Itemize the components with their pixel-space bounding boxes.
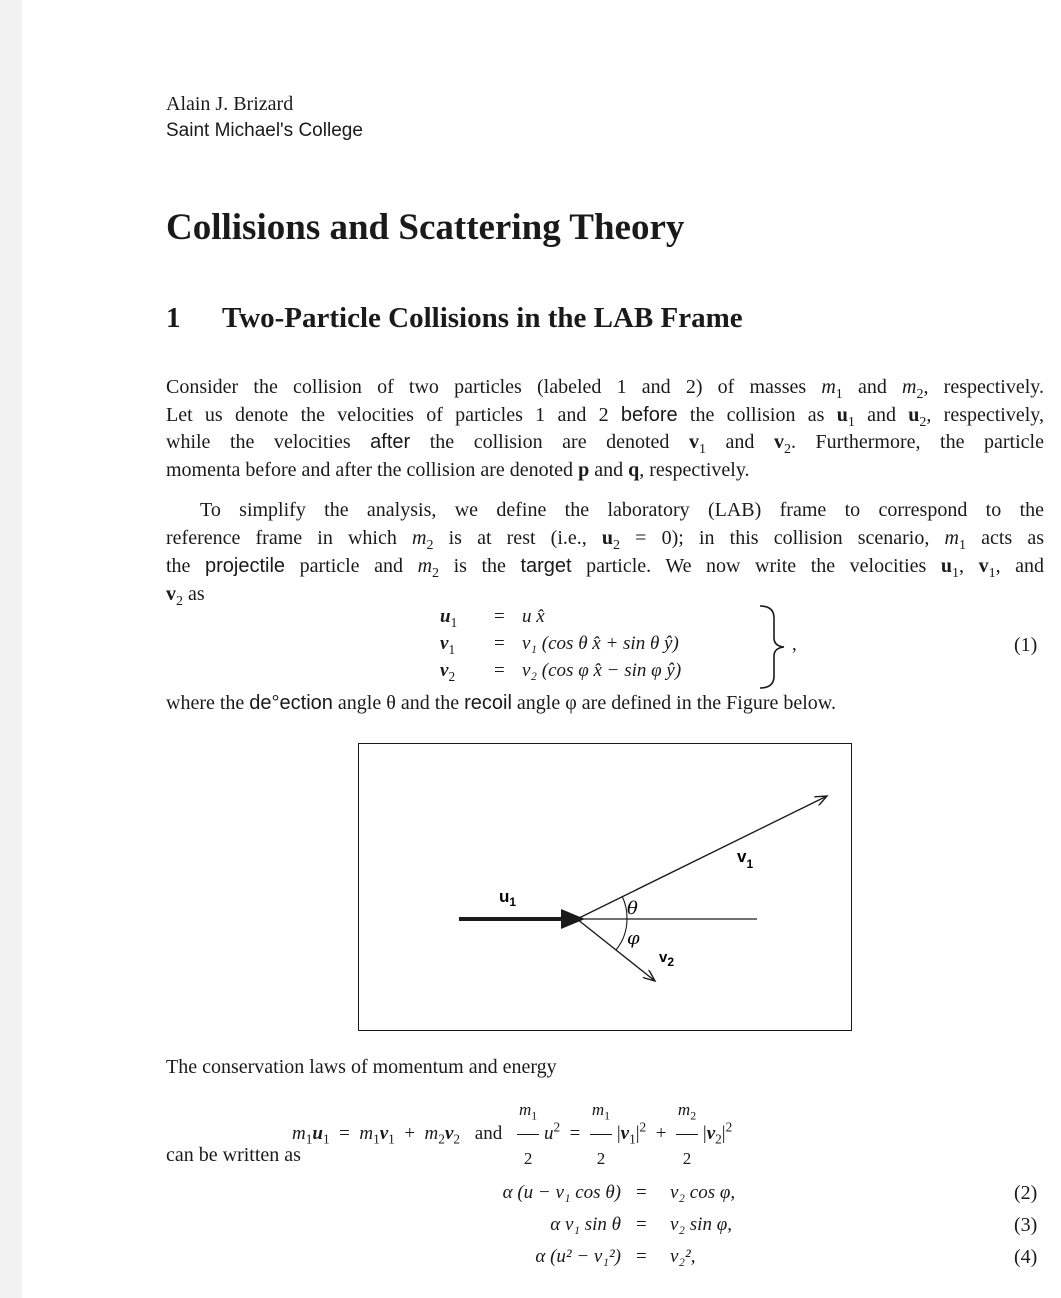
label-v2: $v_2$ xyxy=(659,949,675,969)
eq2-rhs: v₂ cos φ, xyxy=(670,1182,736,1203)
eq1-equals-3: = xyxy=(494,660,505,681)
eq1-comma: , xyxy=(792,634,797,655)
eq1-row-1: $u_1$ xyxy=(440,606,458,630)
eq4-lhs: α (u² − v₁²) xyxy=(535,1246,621,1267)
eq3-number: (3) xyxy=(1014,1214,1038,1236)
section-number: 1 xyxy=(166,302,181,334)
eq3-lhs: α v₁ sin θ xyxy=(550,1214,621,1235)
paragraph-lab-frame: To simplify the analysis, we define the laboratory (LAB) frame to correspond to the reference frame in which $m_2$ is at rest (i.e., $u_2 = 0$); in this collision scenario, $m_1$ acts as the projectile particle and $m_2$ is the target particle. We now write the velocities $u_1$, $v_1$, and $v_2$ as xyxy=(166,499,1045,609)
collision-figure xyxy=(358,743,852,1031)
eq4-number: (4) xyxy=(1014,1246,1038,1268)
page-sheet xyxy=(22,0,1061,1298)
eq1-rhs-1: u x̂ xyxy=(522,606,545,627)
eq-conservation: $m_1u_1 = m_1v_1 + m_2v_2$ and $\frac{m_1}{2}$ $u^2$ = $\frac{m_1}{2}$ $|v_1|^2$ + $\frac{m_2}{2}$ $|v_2|^2$ xyxy=(292,1086,732,1183)
paragraph-written-as: can be written as xyxy=(166,1144,301,1166)
eq2-number: (2) xyxy=(1014,1182,1038,1204)
eq4-rhs: v₂², xyxy=(670,1246,696,1267)
phi-arc xyxy=(616,919,627,950)
label-phi: φ xyxy=(627,928,640,949)
paragraph-intro: Consider the collision of two particles (labeled 1 and 2) of masses $m_1$ and $m_2$, respectively. Let us denote the velocities of particles 1 and 2 before the collision as $u_1$ and $u_2$, respectively, while the velocities after the collision are denoted $v_1$ and $v_2$. Furthermore, the particle momenta before and after the collision are denoted p and q, respectively. xyxy=(166,376,1044,481)
eq1-rhs-3: v₂ (cos φ x̂ − sin φ ŷ) xyxy=(522,660,682,681)
eq1-row-3: $v_2$ xyxy=(440,660,456,684)
eq1-row-2: $v_1$ xyxy=(440,633,456,657)
eq3-equals: = xyxy=(636,1214,647,1235)
eq1-number: (1) xyxy=(1014,634,1038,656)
eq4-equals: = xyxy=(636,1246,647,1267)
eq1-rhs-2: v₁ (cos θ x̂ + sin θ ŷ) xyxy=(522,633,679,654)
author-affiliation: Saint Michael's College xyxy=(166,120,363,141)
label-u1: $u_1$ xyxy=(499,887,517,909)
author-name: Alain J. Brizard xyxy=(166,93,294,115)
label-theta: θ xyxy=(627,898,638,919)
eq1-brace xyxy=(754,604,794,690)
eq2-equals: = xyxy=(636,1182,647,1203)
paragraph-conservation: The conservation laws of momentum and energy xyxy=(166,1056,557,1078)
eq1-equals-1: = xyxy=(494,606,505,627)
eq-conservation-and: and xyxy=(474,1122,503,1144)
eq2-lhs: α (u − v₁ cos θ) xyxy=(502,1182,621,1203)
paper-title: Collisions and Scattering Theory xyxy=(166,207,685,248)
v1-arrow xyxy=(577,796,827,919)
eq3-rhs: v₂ sin φ, xyxy=(670,1214,732,1235)
eq1-equals-2: = xyxy=(494,633,505,654)
collision-diagram xyxy=(359,744,851,1030)
paragraph-angles: where the de°ection angle θ and the recoil angle φ are defined in the Figure below. xyxy=(166,692,836,714)
section-title: Two-Particle Collisions in the LAB Frame xyxy=(222,302,743,334)
label-v1: $v_1$ xyxy=(737,847,754,871)
